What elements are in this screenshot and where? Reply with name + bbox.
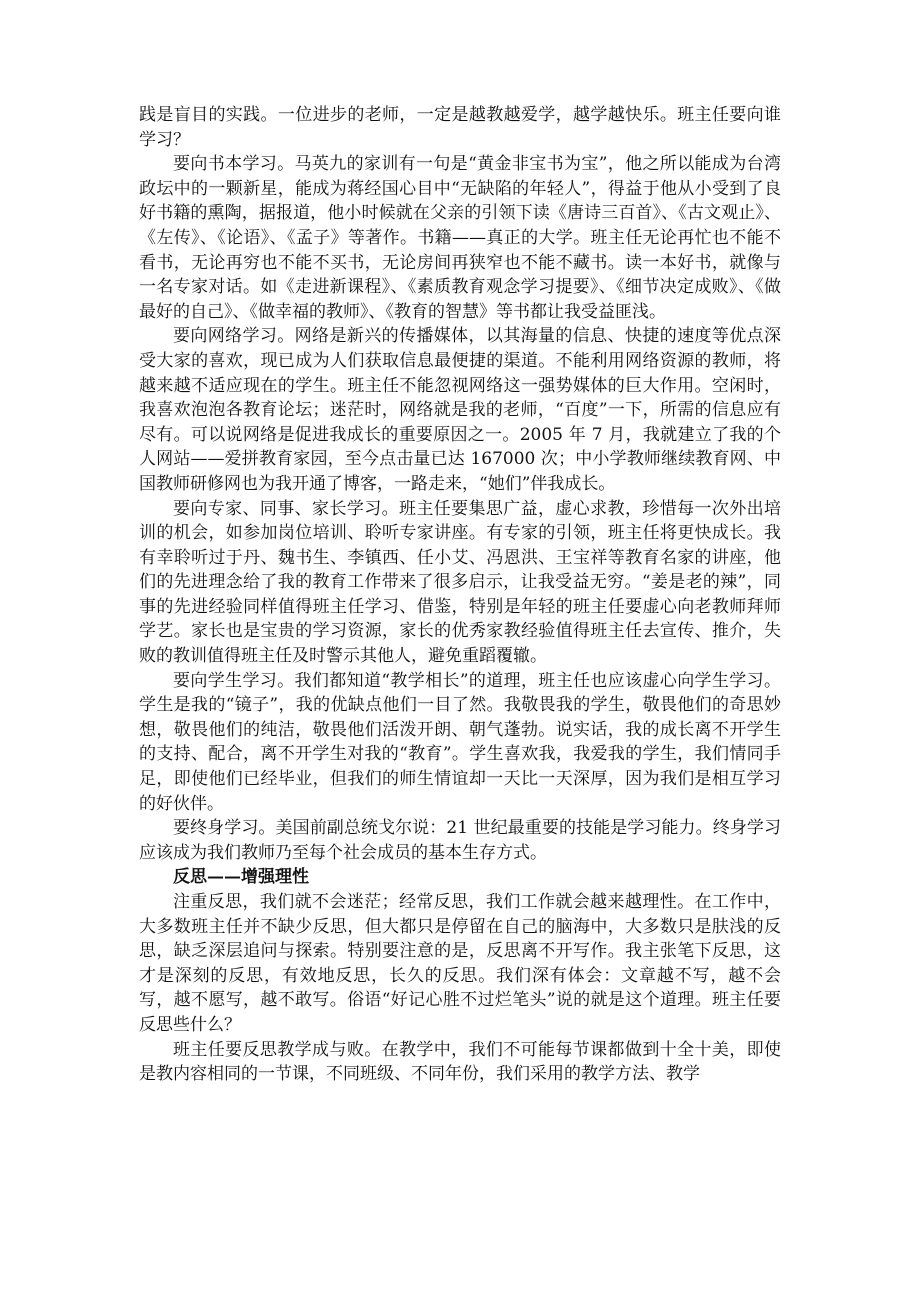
paragraph-continuation: 践是盲目的实践。一位进步的老师，一定是越教越爱学，越学越快乐。班主任要向谁学习？ [139, 105, 781, 150]
paragraph-reflect-teaching: 班主任要反思教学成与败。在教学中，我们不可能每节课都做到十全十美，即使是教内容相同的一节课，不同班级、不同年份，我们采用的教学方法、教学 [139, 1039, 781, 1085]
paragraph-learn-from-books: 要向书本学习。马英九的家训有一句是“黄金非宝书为宝”，他之所以能成为台湾政坛中的一颗新星，能成为蒋经国心目中“无缺陷的年轻人”，得益于他从小受到了良好书籍的熏陶，据报道，他小时候就在父亲的引领下读《唐诗三百首》、《古文观止》、《左传》、《论语》、《孟子》等著作。书籍——真正的大学。班主任无论再忙也不能不看书，无论再穷也不能不买书，无论房间再狭窄也不能不藏书。读一本好书，就像与一名专家对话。如《走进新课程》、《素质教育观念学习提要》、《细节决定成败》、《做最好的自己》、《做幸福的教师》、《教育的智慧》等书都让我受益匪浅。 [139, 154, 781, 322]
section-heading-reflection: 反思——增强理性 [173, 867, 309, 888]
paragraph-learn-from-students: 要向学生学习。我们都知道“教学相长”的道理，班主任也应该虚心向学生学习。学生是我的“镜子”，我的优缺点他们一目了然。我敬畏我的学生，敬畏他们的奇思妙想，敬畏他们的纯洁，敬畏他们活泼开朗、朝气蓬勃。说实话，我的成长离不开学生的支持、配合，离不开学生对我的“教育”。学生喜欢我，我爱我的学生，我们情同手足，即使他们已经毕业，但我们的师生情谊却一天比一天深厚，因为我们是相互学习的好伙伴。 [139, 670, 781, 814]
paragraph-lifelong-learning: 要终身学习。美国前副总统戈尔说：21 世纪最重要的技能是学习能力。终身学习应该成为我们教师乃至每个社会成员的基本生存方式。 [139, 818, 781, 863]
paragraph-learn-from-experts: 要向专家、同事、家长学习。班主任要集思广益，虚心求教，珍惜每一次外出培训的机会，如参加岗位培训、聆听专家讲座。有专家的引领，班主任将更快成长。我有幸聆听过于丹、魏书生、李镇西、任小艾、冯恩洪、王宝祥等教育名家的讲座，他们的先进理念给了我的教育工作带来了很多启示，让我受益无穷。“姜是老的辣”，同事的先进经验同样值得班主任学习、借鉴，特别是年轻的班主任要虚心向老教师拜师学艺。家长也是宝贵的学习资源，家长的优秀家教经验值得班主任去宣传、推介，失败的教训值得班主任及时警示其他人，避免重蹈覆辙。 [139, 498, 781, 667]
paragraph-learn-from-internet: 要向网络学习。网络是新兴的传播媒体，以其海量的信息、快捷的速度等优点深受大家的喜欢，现已成为人们获取信息最便捷的渠道。不能利用网络资源的教师，将越来越不适应现在的学生。班主任不能忽视网络这一强势媒体的巨大作用。空闲时，我喜欢泡泡各教育论坛；迷茫时，网络就是我的老师，“百度”一下，所需的信息应有尽有。可以说网络是促进我成长的重要原因之一。2005 年 7 月，我就建立了我的个人网站——爱拼教育家园，至今点击量已达 167000 次；中小学教师继续教育网、中国教师研修网也为我开通了博客，一路走来，“她们”伴我成长。 [139, 326, 781, 494]
paragraph-reflection-intro: 注重反思，我们就不会迷茫；经常反思，我们工作就会越来越理性。在工作中，大多数班主任并不缺少反思，但大都只是停留在自己的脑海中，大多数只是肤浅的反思，缺乏深层追问与探索。特别要注意的是，反思离不开写作。我主张笔下反思，这才是深刻的反思，有效地反思，长久的反思。我们深有体会：文章越不写，越不会写，越不愿写，越不敢写。俗语“好记心胜不过烂笔头”说的就是这个道理。班主任要反思些什么？ [139, 892, 781, 1035]
document-page [139, 103, 781, 1087]
